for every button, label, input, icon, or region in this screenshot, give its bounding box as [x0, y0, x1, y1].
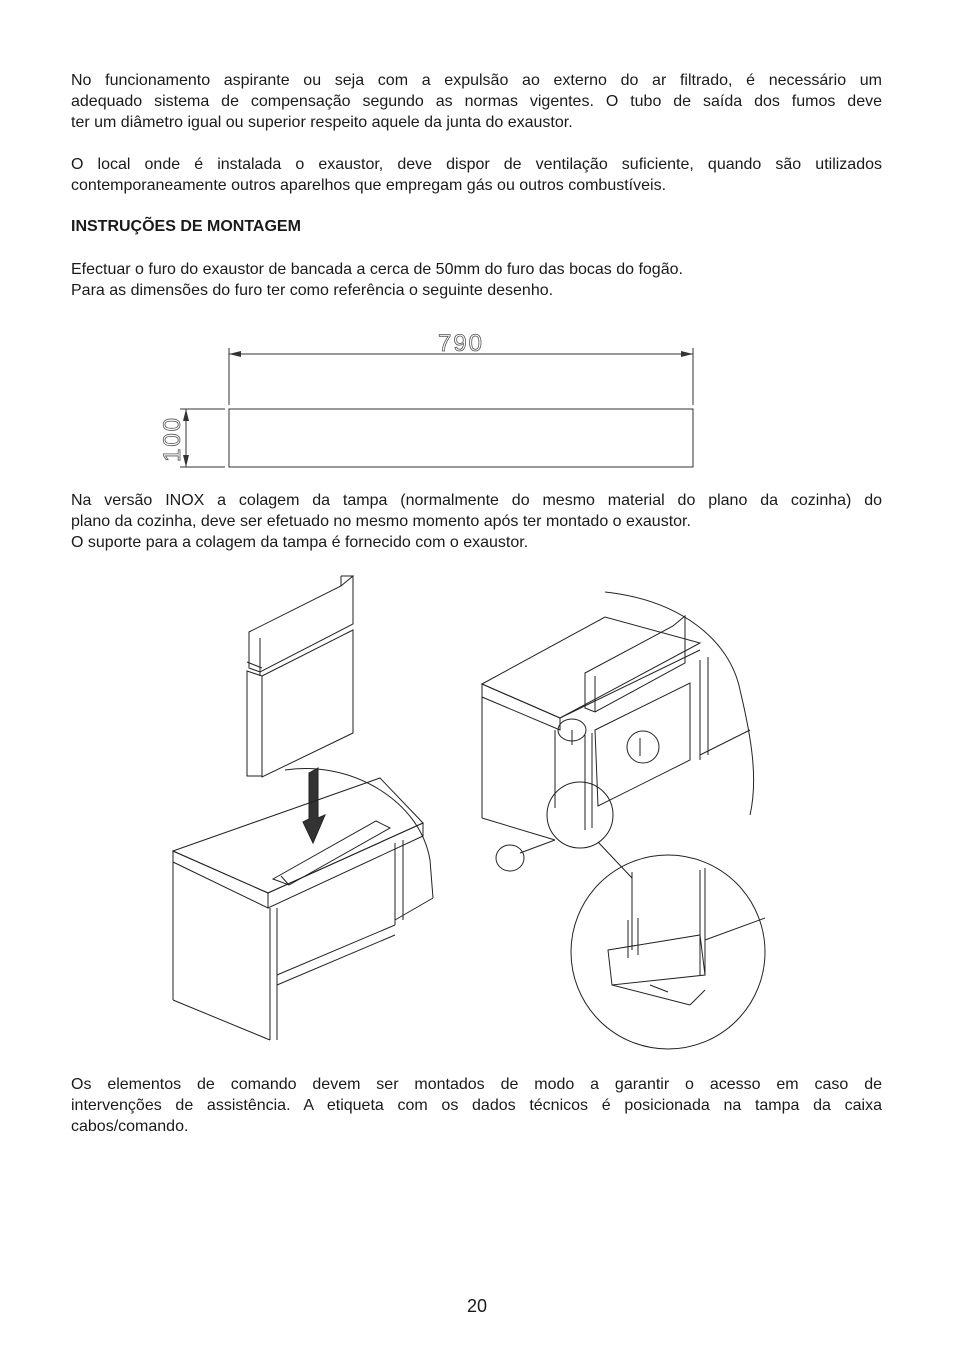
- section-heading: INSTRUÇÕES DE MONTAGEM: [71, 218, 301, 235]
- height-dimension-label: 100: [159, 415, 186, 463]
- text-line: contemporaneamente outros aparelhos que empregam gás ou outros combustíveis.: [71, 177, 667, 194]
- text-line: No funcionamento aspirante ou seja com a expulsão ao externo do ar filtrado, é necessário um: [71, 72, 882, 89]
- controls-paragraph: [71, 1074, 882, 1137]
- text-line: Os elementos de comando devem ser montados de modo a garantir o acesso em caso de: [71, 1076, 882, 1093]
- text-line: cabos/comando.: [71, 1118, 189, 1135]
- arrow-left-icon: [229, 351, 241, 357]
- text-line: adequado sistema de compensação segundo as normas vigentes. O tubo de saída dos fumos deve: [71, 93, 882, 110]
- text-line: Na versão INOX a colagem da tampa (normalmente do mesmo material do plano da cozinha) do: [71, 492, 882, 509]
- arrow-right-icon: [681, 351, 693, 357]
- width-dimension-label: 790: [437, 330, 485, 357]
- page-number: 20: [466, 1296, 488, 1316]
- text-line: Efectuar o furo do exaustor de bancada a cerca de 50mm do furo das bocas do fogão.: [71, 261, 683, 278]
- text-line: O local onde é instalada o exaustor, deve dispor de ventilação suficiente, quando são utilizados: [71, 156, 882, 173]
- installation-illustration-right: [482, 592, 765, 1049]
- cutout-rectangle: [229, 409, 693, 467]
- text-line: O suporte para a colagem da tampa é fornecido com o exaustor.: [71, 534, 529, 551]
- text-line: ter um diâmetro igual ou superior respeito aquele da junta do exaustor.: [71, 114, 573, 131]
- text-line: Para as dimensões do furo ter como referência o seguinte desenho.: [71, 282, 554, 299]
- installation-illustration-left: [173, 576, 433, 1040]
- text-line: intervenções de assistência. A etiqueta com os dados técnicos é posicionada na tampa da caixa: [71, 1097, 882, 1114]
- inox-paragraph: [71, 490, 882, 553]
- text-line: plano da cozinha, deve ser efetuado no mesmo momento após ter montado o exaustor.: [71, 513, 691, 530]
